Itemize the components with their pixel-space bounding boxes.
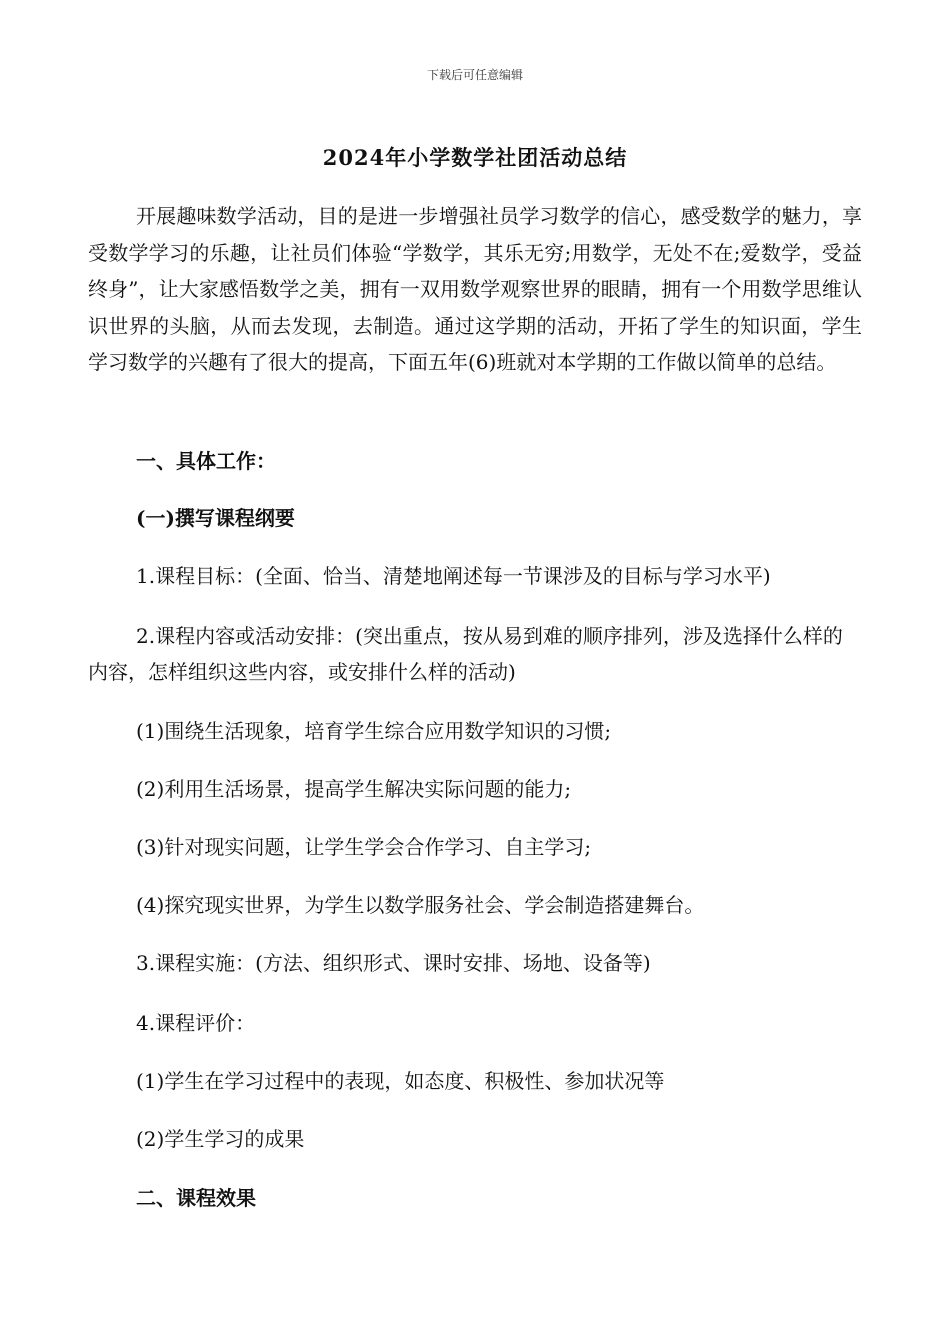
item-course-implementation: 3.课程实施：(方法、组织形式、课时安排、场地、设备等) bbox=[136, 951, 651, 975]
document-title: 2024年小学数学社团活动总结 bbox=[322, 145, 628, 170]
item-course-evaluation: 4.课程评价： bbox=[136, 1011, 256, 1035]
eval-item-2: (2)学生学习的成果 bbox=[136, 1127, 305, 1151]
section-heading-course-effect: 二、课程效果 bbox=[136, 1186, 256, 1210]
section-heading-specific-work: 一、具体工作： bbox=[136, 449, 276, 473]
eval-item-1: (1)学生在学习过程中的表现，如态度、积极性、参加状况等 bbox=[136, 1069, 665, 1093]
sub-item-3: (3)针对现实问题，让学生学会合作学习、自主学习; bbox=[136, 835, 592, 859]
page-header: 下载后可任意编辑 bbox=[426, 68, 523, 82]
intro-paragraph: 开展趣味数学活动，目的是进一步增强社员学习数学的信心，感受数学的魅力，享受数学学习的乐趣，让社员们体验“学数学，其乐无穷;用数学，无处不在;爱数学，受益终身”，让大家感悟数学之美，拥有一双用数学观察世界的眼睛，拥有一个用数学思维认识世界的头脑，从而去发现，去制造。通过这学期的活动，开拓了学生的知识面，学生学习数学的兴趣有了很大的提高，下面五年(6)班就对本学期的工作做以简单的总结。 bbox=[88, 204, 862, 374]
subsection-heading-syllabus: (一)撰写课程纲要 bbox=[136, 506, 295, 530]
item-course-goals: 1.课程目标：(全面、恰当、清楚地阐述每一节课涉及的目标与学习水平) bbox=[136, 564, 771, 588]
item-course-content: 2.课程内容或活动安排：(突出重点，按从易到难的顺序排列，涉及选择什么样的内容，怎样组织这些内容，或安排什么样的活动) bbox=[88, 624, 843, 684]
sub-item-4: (4)探究现实世界，为学生以数学服务社会、学会制造搭建舞台。 bbox=[136, 893, 705, 917]
sub-item-1: (1)围绕生活现象，培育学生综合应用数学知识的习惯; bbox=[136, 719, 612, 743]
sub-item-2: (2)利用生活场景，提高学生解决实际问题的能力; bbox=[136, 777, 572, 801]
